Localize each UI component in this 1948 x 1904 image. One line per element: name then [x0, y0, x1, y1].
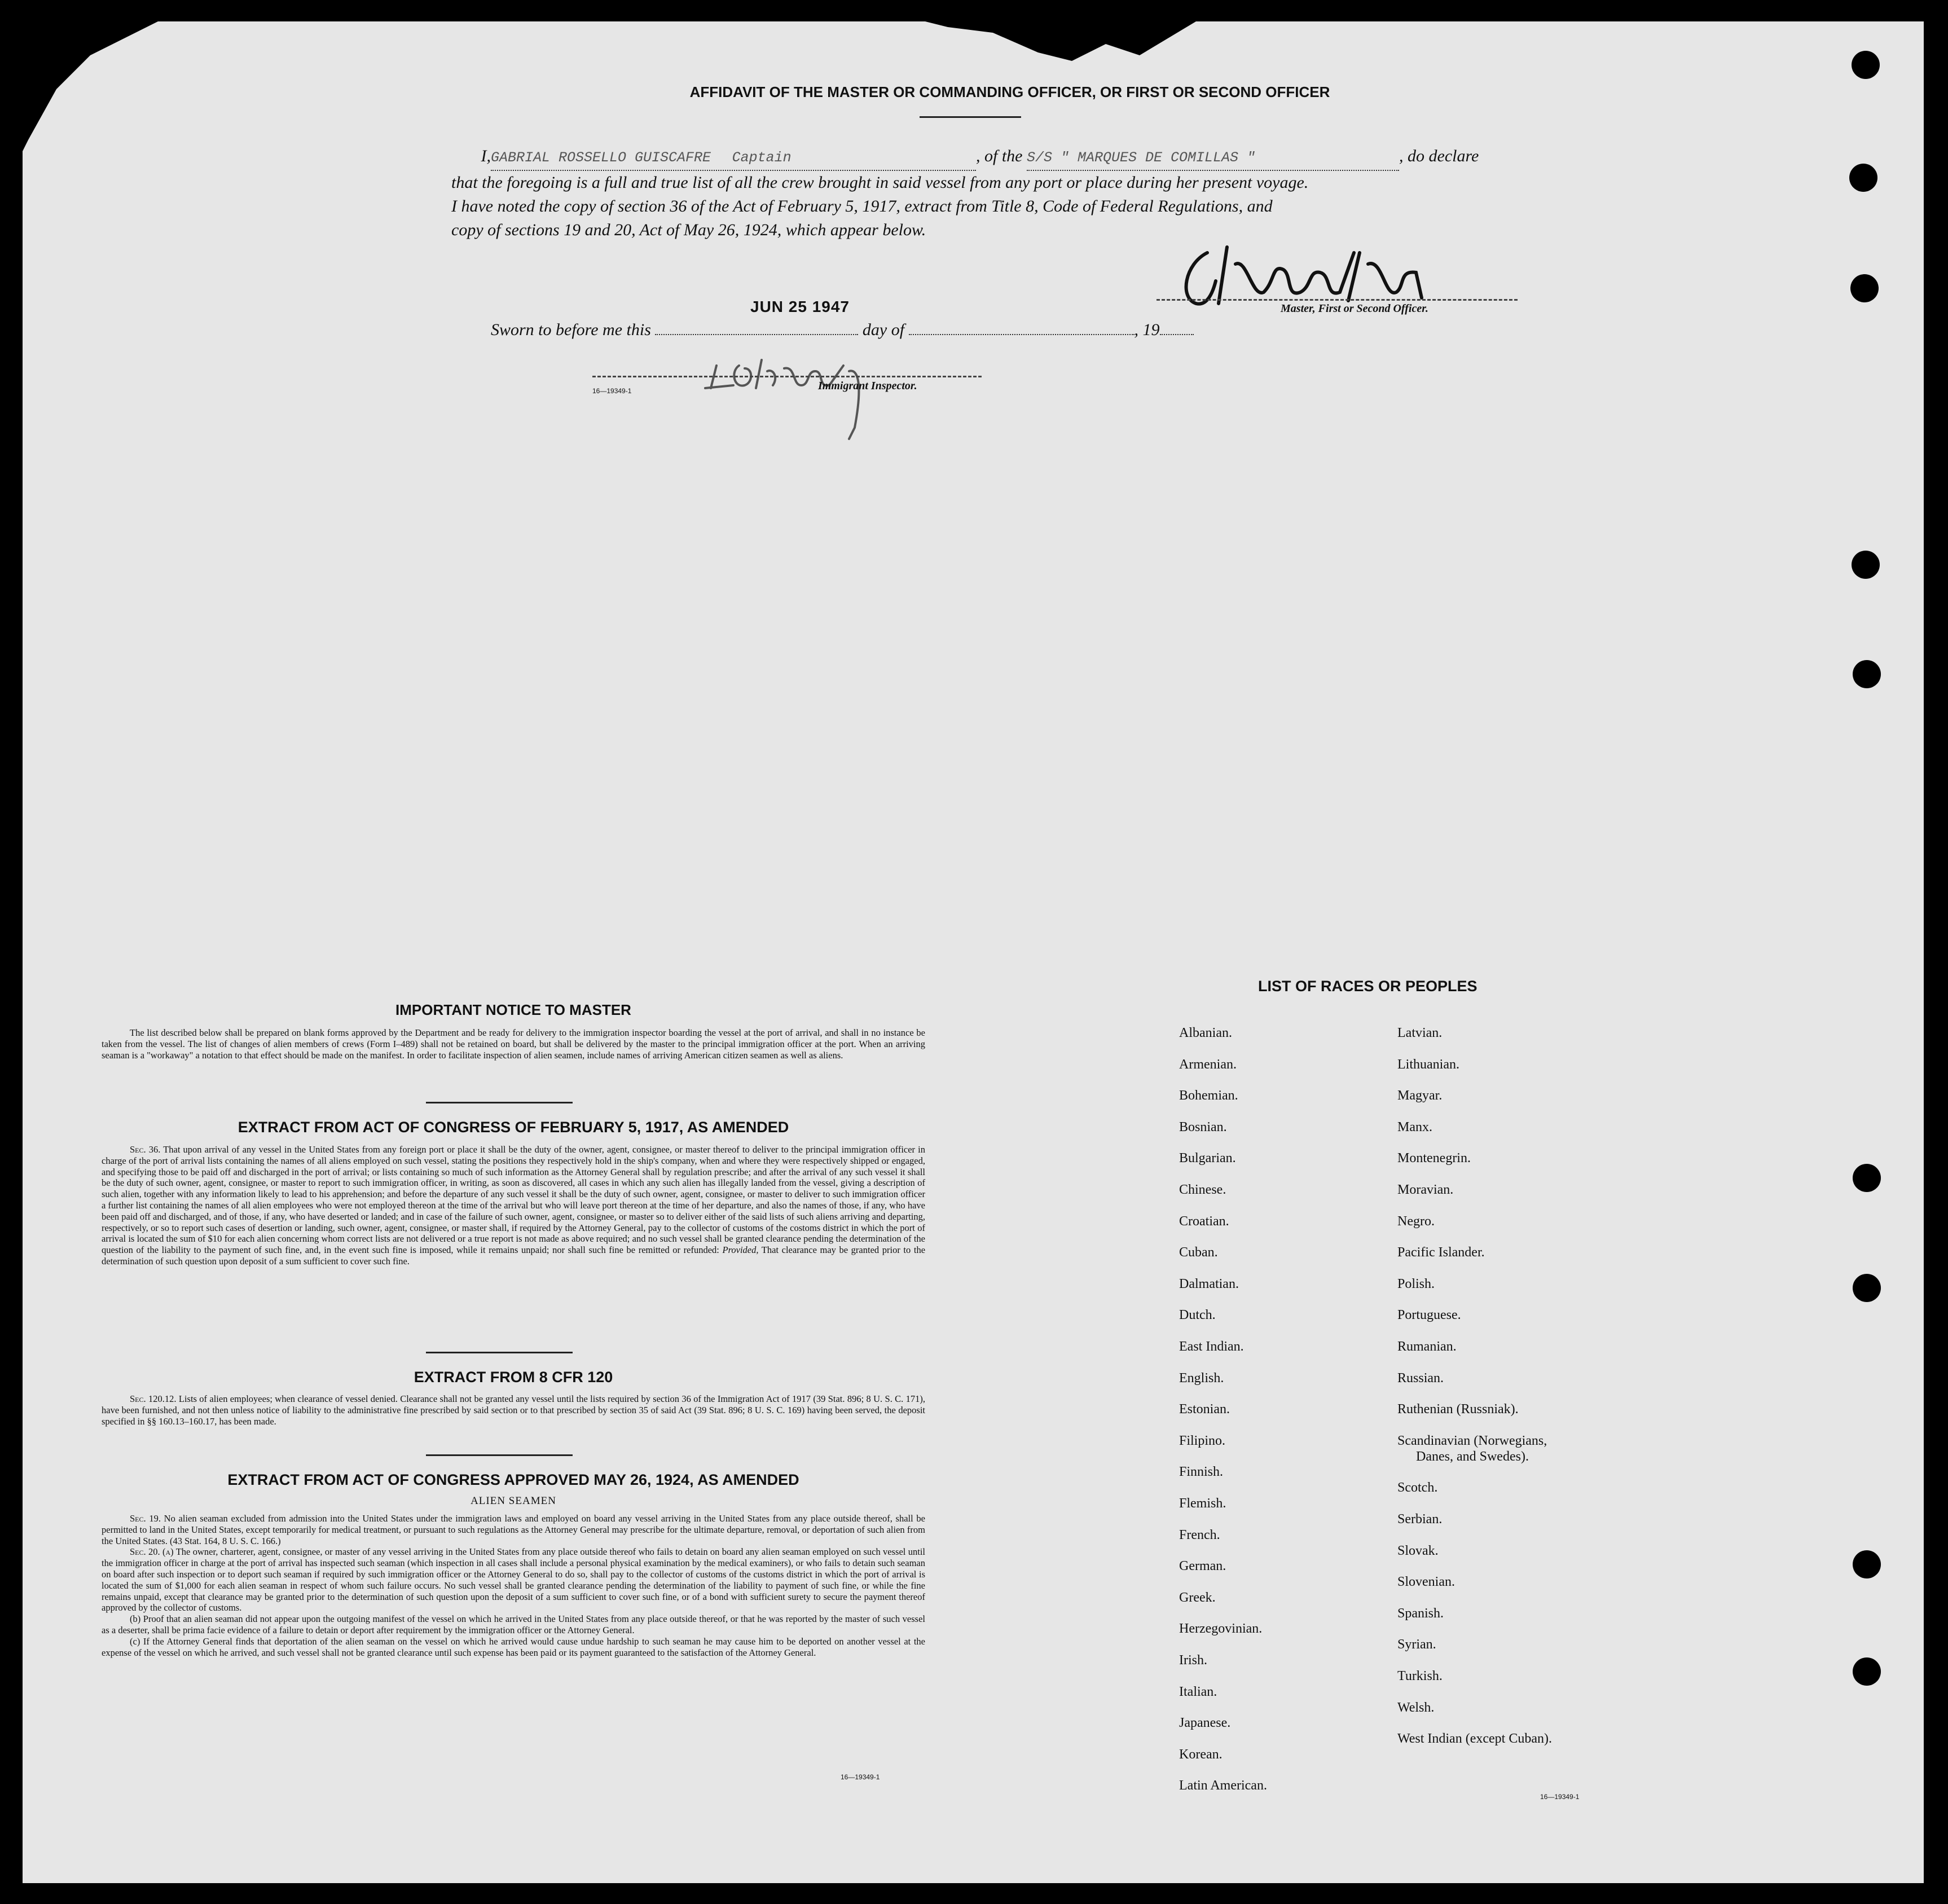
race-item: Scotch. [1397, 1480, 1438, 1496]
declaration-line-1 [451, 144, 1557, 171]
race-item: Irish. [1179, 1653, 1207, 1668]
race-item: Latin American. [1179, 1778, 1267, 1793]
race-item: Danes, and Swedes). [1416, 1449, 1529, 1464]
race-item: Flemish. [1179, 1496, 1226, 1511]
punch-hole [1853, 1550, 1881, 1578]
proviso-word: Provided, [722, 1245, 759, 1256]
document-page [23, 21, 1924, 1883]
affidavit-title: AFFIDAVIT OF THE MASTER OR COMMANDING OFFICER, OR FIRST OR SECOND OFFICER [689, 83, 1330, 100]
notice-title: IMPORTANT NOTICE TO MASTER [395, 1001, 631, 1018]
section-20a-text: The owner, charterer, agent, consignee, or master of any vessel arriving in the United States from any place outside thereof who fails to detain on board any alien seaman employed on such vessel until the immigration officer in charge at the port of arrival has inspected such seaman (which inspection in all cases shall include a personal physical examination by the medical examiners), or who fails to detain such seaman on board after such inspection or to deport such seaman if required by such immigration officer or the Attorney General to do so, shall pay to the collector of customs of the customs district in which the port of arrival is located the sum of $1,000 for each alien seaman in respect of whom such failure occurs. No such vessel shall be granted clearance pending the determination of the liability to payment of such fine, or while the fine remains unpaid, except that clearance may be granted prior to the determination of such question upon the deposit of a sum sufficient to cover such fine, or of a bond with sufficient surety to secure the payment thereof approved by the collector of customs. [102, 1546, 925, 1613]
race-item: French. [1179, 1527, 1220, 1542]
declarant-rank: Captain [732, 149, 791, 166]
section-label: Sec. 36. [130, 1144, 161, 1155]
race-item: Slovak. [1397, 1543, 1439, 1558]
proviso-text: That clearance may be granted prior to the determination of such question upon deposit of a sum sufficient to cover such fine. [102, 1245, 926, 1267]
section-36-text: That upon arrival of any vessel in the United States from any foreign port or place it shall be the duty of the owner, agent, consignee, or master thereof to deliver to the principal immigration officer in charge of the port of arrival lists containing the names of all aliens employed on such vessel, stating the positions they respectively hold in the ship's company, when and where they were respectively shipped or engaged, and specifying those to be paid off and discharged in the port of arrival; or lists containing so much of such information as the Attorney General shall by regulation prescribe; and after the arrival of any such vessel it shall be the duty of such owner, agent, consignee, or master to report to such immigration officer, in writing, as soon as discovered, all cases in which any such alien has illegally landed from the vessel, giving a description of such alien, together with any information likely to lead to his apprehension; and before the departure of any such vessel it shall be the duty of such owner, agent, consignee, or master to deliver to such immigration officer a further list containing the names of all alien employees who were not employed thereon at the time of the arrival but who will leave port thereon at the time of her departure, and also the names of those, if any, who have been paid off and discharged, and of those, if any, who have deserted or landed; and in case of the failure of such owner, agent, consignee, or master so to deliver either of the said lists of such aliens arriving and departing, respectively, or so to report such cases of desertion or landing, such owner, agent, consignee, or master shall, if required by the Attorney General, pay to the collector of customs of the costoms district in which the port of arrival is located the sum of $10 for each alien concerning whom correct lists are not delivered or a true report is not made as above required; and no such vessel shall be granted clearance pending the determination of the question of the liability to the payment of such fine, and, in the event such fine is imposed, while it remains unpaid; nor shall such fine be remitted or refunded: [102, 1144, 925, 1256]
punch-hole [1853, 1274, 1881, 1302]
race-item: West Indian (except Cuban). [1397, 1731, 1552, 1747]
race-item: Slovenian. [1397, 1575, 1455, 1590]
day-of-label: day of [862, 320, 905, 339]
race-item: Herzegovinian. [1179, 1621, 1263, 1637]
decl-i: I, [481, 147, 491, 165]
race-item: Estonian. [1179, 1402, 1230, 1417]
master-caption: Master, First or Second Officer. [1281, 302, 1428, 315]
race-item: Armenian. [1179, 1057, 1237, 1072]
race-item: Bohemian. [1179, 1088, 1238, 1103]
punch-hole [1849, 164, 1877, 192]
race-item: Cuban. [1179, 1245, 1218, 1260]
section-20c-text: (c) If the Attorney General finds that deportation of the alien seaman on the vessel on which he arrived would cause undue hardship to such seaman he may cause him to be deported on another vessel at the expense of the vessel on which he arrived, and such vessel shall not be granted clearance until such expense has been paid or its payment guaranteed to the satisfaction of the Attorney General. [102, 1635, 925, 1658]
races-form-number: 16—19349-1 [1540, 1793, 1580, 1801]
race-item: Negro. [1397, 1213, 1435, 1229]
race-item: East Indian. [1179, 1339, 1244, 1354]
race-item: Chinese. [1179, 1182, 1226, 1197]
extract-1924-title: EXTRACT FROM ACT OF CONGRESS APPROVED MAY 26, 1924, AS AMENDED [227, 1471, 799, 1488]
race-item: Polish. [1397, 1276, 1435, 1291]
punch-hole [1853, 1657, 1881, 1686]
torn-corner [23, 21, 158, 151]
extract-1924-subtitle: ALIEN SEAMEN [470, 1495, 556, 1507]
divider [426, 1102, 573, 1103]
divider [426, 1352, 573, 1353]
race-item: Serbian. [1397, 1512, 1443, 1527]
year-label: , 19 [1134, 320, 1160, 339]
master-signature-line [1157, 299, 1518, 301]
declarant-name: GABRIAL ROSSELLO GUISCAFRE [491, 149, 711, 166]
punch-hole [1852, 51, 1880, 79]
race-item: Korean. [1179, 1747, 1223, 1762]
declaration-line-3: I have noted the copy of section 36 of the Act of February 5, 1917, extract from Title 8, Code of Federal Regulations, and [451, 197, 1273, 216]
race-item: Albanian. [1179, 1026, 1232, 1040]
divider [426, 1454, 573, 1456]
affidavit-form-number: 16—19349-1 [592, 387, 632, 395]
extract-1917-title: EXTRACT FROM ACT OF CONGRESS OF FEBRUARY 5, 1917, AS AMENDED [238, 1119, 789, 1136]
punch-hole [1850, 274, 1879, 302]
races-title: LIST OF RACES OR PEOPLES [1258, 978, 1478, 995]
race-item: Russian. [1397, 1370, 1444, 1386]
race-item: Bulgarian. [1179, 1151, 1236, 1166]
race-item: Japanese. [1179, 1716, 1231, 1731]
punch-hole [1853, 1164, 1881, 1192]
section-label: Sec. 20. (a) [130, 1546, 174, 1558]
declaration-line-2: that the foregoing is a full and true list of all the crew brought in said vessel from any port or place during her present voyage. [451, 173, 1309, 192]
torn-top-edge [925, 21, 1196, 67]
race-item: Ruthenian (Russniak). [1397, 1402, 1519, 1417]
race-item: Bosnian. [1179, 1119, 1227, 1135]
race-item: Turkish. [1397, 1669, 1443, 1683]
section-20b-text: (b) Proof that an alien seaman did not appear upon the outgoing manifest of the vessel on which he arrived in the United States from any place outside thereof, or that he was reported by the master of such vessel as a deserter, shall be prima facie evidence of a failure to detain or deport after requirement by the immigration officer or the Attorney General. [102, 1613, 925, 1635]
extract-form-number: 16—19349-1 [841, 1773, 880, 1781]
notice-body [102, 1027, 925, 1061]
extract-1924-body [102, 1513, 925, 1658]
sworn-label: Sworn to before me this [491, 320, 651, 339]
title-divider [920, 116, 1021, 118]
race-item: Montenegrin. [1397, 1151, 1471, 1166]
race-item: Italian. [1179, 1684, 1217, 1699]
inspector-caption: Immigrant Inspector. [818, 380, 917, 392]
section-19-text: No alien seaman excluded from admission into the United States under the immigration laws and employed on board any vessel arriving in the United States from any place outside thereof, shall be permitted to land in the United States, except temporarily for medical treatment, or pursuant to such regulations as the Attorney General may prescribe for the ultimate departure, removal, or deportation of such alien from the United States. (43 Stat. 164, 8 U. S. C. 166.) [102, 1513, 925, 1546]
race-item: Filipino. [1179, 1433, 1226, 1448]
decl-end: , do declare [1399, 147, 1479, 165]
race-item: Latvian. [1397, 1026, 1443, 1040]
race-item: Croatian. [1179, 1213, 1229, 1229]
extract-cfr-title: EXTRACT FROM 8 CFR 120 [414, 1369, 613, 1386]
race-item: Spanish. [1397, 1606, 1444, 1621]
race-item: Finnish. [1179, 1465, 1224, 1480]
notice-text: The list described below shall be prepared on blank forms approved by the Department and be ready for delivery to the immigration inspector boarding the vessel at the port of arrival, and shall in no instance be taken from the vessel. The list of changes of alien members of crews (Form I–489) shall not be retained on board, but shall be delivered by the master to the principal immigration officer at the port. When an arriving seaman is a "workaway" a notation to that effect should be made on the manifest. In order to facilitate inspection of alien seamen, include names of arriving American citizen seamen as well as aliens. [102, 1027, 925, 1061]
race-item: Dalmatian. [1179, 1276, 1239, 1291]
punch-hole [1852, 551, 1880, 579]
sworn-line [491, 320, 1194, 340]
section-120-text: Lists of alien employees; when clearance of vessel denied. Clearance shall not be granted any vessel until the lists required by section 36 of the Immigration Act of 1917 (39 Stat. 896; 8 U. S. C. 171), have been furnished, and not then unless notice of liability to the administrative fine prescribed by said section or to that prescribed by section 35 of said Act (39 Stat. 896; 8 U. S. C. 169) having been served, the deposit specified in §§ 160.13–160.17, has been made. [102, 1393, 926, 1427]
inspector-signature [700, 337, 914, 450]
extract-1917-body [102, 1144, 925, 1267]
race-item: Manx. [1397, 1119, 1432, 1135]
race-item: German. [1179, 1559, 1226, 1574]
race-item: Rumanian. [1397, 1339, 1457, 1354]
race-item: Portuguese. [1397, 1308, 1461, 1323]
race-item: Lithuanian. [1397, 1057, 1459, 1072]
section-label: Sec. 19. [130, 1513, 161, 1524]
vessel-name: S/S " MARQUES DE COMILLAS " [1027, 149, 1256, 166]
race-item: Scandinavian (Norwegians, [1397, 1433, 1547, 1448]
race-item: Moravian. [1397, 1182, 1454, 1197]
inspector-signature-line [592, 376, 982, 377]
race-item: English. [1179, 1370, 1224, 1386]
race-item: Greek. [1179, 1590, 1216, 1605]
race-item: Magyar. [1397, 1088, 1443, 1103]
declaration-block [451, 144, 1557, 242]
race-item: Dutch. [1179, 1308, 1216, 1323]
race-item: Syrian. [1397, 1637, 1436, 1652]
race-item: Pacific Islander. [1397, 1245, 1485, 1260]
date-stamp: JUN 25 1947 [750, 298, 850, 315]
declaration-line-4: copy of sections 19 and 20, Act of May 26, 1924, which appear below. [451, 221, 926, 239]
extract-cfr-body [102, 1393, 925, 1427]
section-label: Sec. 120.12. [130, 1393, 177, 1404]
punch-hole [1853, 660, 1881, 688]
decl-of: , of the [976, 147, 1023, 165]
race-item: Welsh. [1397, 1700, 1435, 1715]
